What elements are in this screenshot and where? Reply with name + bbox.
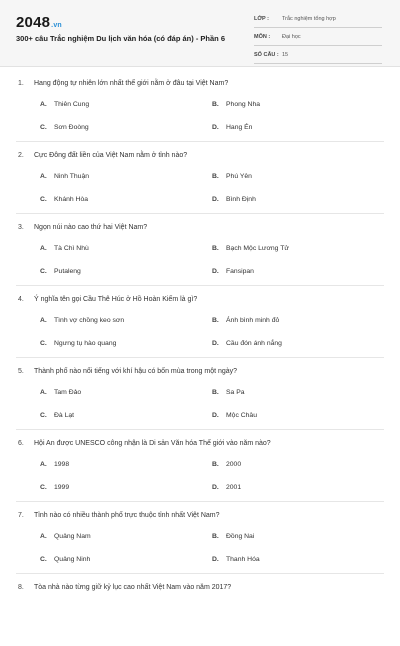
option-letter: D. <box>212 340 219 347</box>
answer-option[interactable] <box>212 317 279 324</box>
answer-option[interactable] <box>40 317 124 324</box>
question-label: Hang động tự nhiên lớn nhất thế giới nằm ở đâu tại Việt Nam? <box>34 80 229 87</box>
option-text: 2000 <box>226 461 242 468</box>
meta-row-count <box>254 50 382 64</box>
option-letter: D. <box>212 484 219 491</box>
question-text <box>18 152 187 159</box>
question-text <box>18 512 220 519</box>
question-number: 1. <box>18 80 24 87</box>
option-letter: C. <box>40 412 47 419</box>
question-text <box>18 368 237 375</box>
question-label: Tỉnh nào có nhiều thành phố trực thuộc tỉnh nhất Việt Nam? <box>34 512 220 519</box>
option-letter: B. <box>212 173 219 180</box>
option-letter: A. <box>40 173 47 180</box>
question-label: Cực Đông đất liền của Việt Nam nằm ở tỉnh nào? <box>34 152 188 159</box>
question-text <box>18 224 147 231</box>
answer-option[interactable] <box>40 556 90 563</box>
option-text: Cầu đón ánh nắng <box>226 340 282 347</box>
option-text: Ngưng tụ hào quang <box>54 340 117 347</box>
answer-option[interactable] <box>212 556 260 563</box>
option-letter: C. <box>40 484 47 491</box>
answer-option[interactable] <box>212 245 289 252</box>
option-letter: B. <box>212 245 219 252</box>
option-text: 1999 <box>54 484 70 491</box>
question-item <box>0 214 400 286</box>
option-text: 1998 <box>54 461 70 468</box>
document-meta <box>254 14 382 68</box>
meta-label: LỚP : <box>254 16 269 22</box>
question-label: Thành phố nào nổi tiếng với khí hậu có bốn mùa trong một ngày? <box>34 368 238 375</box>
option-text: Fansipan <box>226 268 254 275</box>
meta-row-class <box>254 14 382 28</box>
meta-row-subject <box>254 32 382 46</box>
question-item <box>0 430 400 502</box>
option-letter: C. <box>40 268 47 275</box>
question-number: 6. <box>18 440 24 447</box>
option-letter: B. <box>212 317 219 324</box>
option-letter: D. <box>212 412 219 419</box>
answer-option[interactable] <box>40 101 89 108</box>
option-letter: B. <box>212 533 219 540</box>
question-label: Ý nghĩa tên gọi Cầu Thê Húc ở Hồ Hoàn Kiếm là gì? <box>34 296 198 303</box>
answer-option[interactable] <box>40 173 89 180</box>
option-text: Bình Định <box>226 196 256 203</box>
option-text: Thiên Cung <box>54 101 90 108</box>
question-text <box>18 296 197 303</box>
question-number: 7. <box>18 512 24 519</box>
option-text: Phong Nha <box>226 101 261 108</box>
option-letter: D. <box>212 556 219 563</box>
question-item <box>0 142 400 214</box>
option-text: Hang Én <box>226 124 253 131</box>
option-letter: A. <box>40 317 47 324</box>
answer-option[interactable] <box>212 101 260 108</box>
answer-option[interactable] <box>212 389 245 396</box>
question-text <box>18 584 231 591</box>
option-text: Tam Đảo <box>54 389 82 396</box>
answer-option[interactable] <box>212 461 241 468</box>
option-letter: D. <box>212 268 219 275</box>
document-title: 300+ câu Trắc nghiệm Du lịch văn hóa (có đáp án) - Phần 6 <box>16 34 226 43</box>
answer-option[interactable] <box>212 124 252 131</box>
answer-option[interactable] <box>40 533 91 540</box>
option-letter: C. <box>40 124 47 131</box>
option-text: Quảng Ninh <box>54 556 91 563</box>
meta-value: Trắc nghiệm tổng hợp <box>282 16 336 22</box>
question-item <box>0 358 400 430</box>
option-text: Tình vợ chồng keo sơn <box>54 317 125 324</box>
option-letter: D. <box>212 196 219 203</box>
option-text: Putaleng <box>54 268 81 275</box>
answer-option[interactable] <box>40 124 89 131</box>
logo-suffix: .vn <box>51 22 62 29</box>
option-text: Quảng Nam <box>54 533 91 540</box>
logo-text: 2048 <box>16 14 51 31</box>
question-number: 4. <box>18 296 24 303</box>
question-number: 3. <box>18 224 24 231</box>
answer-option[interactable] <box>40 484 69 491</box>
answer-option[interactable] <box>40 245 89 252</box>
question-text <box>18 440 271 447</box>
option-letter: C. <box>40 340 47 347</box>
option-letter: B. <box>212 389 219 396</box>
option-text: Mộc Châu <box>226 412 257 419</box>
option-letter: A. <box>40 533 47 540</box>
answer-option[interactable] <box>40 412 74 419</box>
question-label: Ngọn núi nào cao thứ hai Việt Nam? <box>34 224 148 231</box>
answer-option[interactable] <box>212 268 254 275</box>
option-text: Thanh Hóa <box>226 556 260 563</box>
option-text: Đồng Nai <box>226 533 255 540</box>
option-letter: C. <box>40 556 47 563</box>
answer-option[interactable] <box>40 268 81 275</box>
option-text: Bạch Mộc Lương Tử <box>226 245 289 252</box>
question-number: 2. <box>18 152 24 159</box>
option-letter: A. <box>40 245 47 252</box>
question-number: 8. <box>18 584 24 591</box>
question-item <box>0 286 400 358</box>
answer-option[interactable] <box>212 412 257 419</box>
meta-label: MÔN : <box>254 34 271 40</box>
answer-option[interactable] <box>40 196 88 203</box>
option-text: Ninh Thuận <box>54 173 90 180</box>
question-item <box>0 574 400 646</box>
question-text <box>18 80 228 87</box>
question-item <box>0 502 400 574</box>
option-text: Khánh Hòa <box>54 196 89 203</box>
option-text: Đà Lạt <box>54 412 75 419</box>
answer-option[interactable] <box>40 389 81 396</box>
option-letter: B. <box>212 461 219 468</box>
meta-label: SỐ CÂU : <box>254 52 279 58</box>
option-text: 2001 <box>226 484 242 491</box>
question-label: Tòa nhà nào từng giữ kỷ lục cao nhất Việt Nam vào năm 2017? <box>34 584 232 591</box>
document-header <box>0 0 400 67</box>
answer-option[interactable] <box>212 196 256 203</box>
option-letter: B. <box>212 101 219 108</box>
option-letter: A. <box>40 101 47 108</box>
answer-option[interactable] <box>40 340 116 347</box>
answer-option[interactable] <box>212 484 241 491</box>
option-text: Ánh bình minh đỏ <box>226 317 280 324</box>
option-letter: A. <box>40 389 47 396</box>
option-text: Sa Pa <box>226 389 245 396</box>
option-letter: D. <box>212 124 219 131</box>
question-label: Hội An được UNESCO công nhận là Di sản Văn hóa Thế giới vào năm nào? <box>34 440 271 447</box>
answer-option[interactable] <box>212 173 252 180</box>
option-letter: A. <box>40 461 47 468</box>
meta-value: 15 <box>282 52 289 58</box>
option-letter: C. <box>40 196 47 203</box>
option-text: Tà Chì Nhù <box>54 245 89 252</box>
option-text: Phú Yên <box>226 173 252 180</box>
question-item <box>0 70 400 142</box>
answer-option[interactable] <box>212 340 282 347</box>
meta-value: Đại học <box>282 34 301 40</box>
question-number: 5. <box>18 368 24 375</box>
site-logo[interactable] <box>16 14 62 31</box>
option-text: Sơn Đoòng <box>54 124 89 131</box>
answer-option[interactable] <box>212 533 254 540</box>
answer-option[interactable] <box>40 461 69 468</box>
